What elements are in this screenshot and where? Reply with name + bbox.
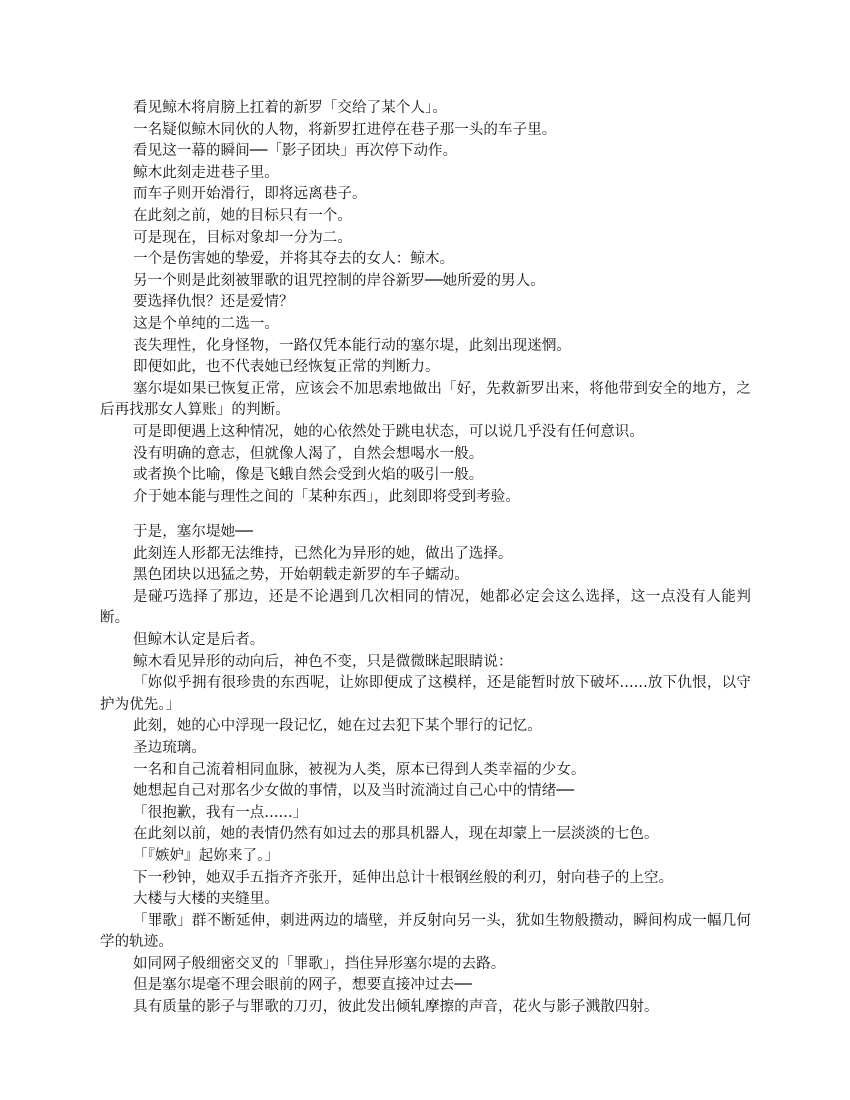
- paragraph: 塞尔堤如果已恢复正常，应该会不加思索地做出「好，先救新罗出来，将他带到安全的地方，之后再找那女人算账」的判断。: [100, 380, 751, 419]
- paragraph: 但是塞尔堤毫不理会眼前的网子，想要直接冲过去──: [133, 977, 472, 994]
- paragraph: 但鲸木认定是后者。: [133, 631, 265, 648]
- paragraph: 介于她本能与理性之间的「某种东西」，此刻即将受到考验。: [133, 488, 520, 505]
- paragraph: 圣边琉璃。: [133, 739, 206, 756]
- paragraph: 要选择仇恨？还是爱情？: [133, 294, 294, 311]
- paragraph: 可是现在，目标对象却一分为二。: [133, 229, 352, 246]
- paragraph: 下一秒钟，她双手五指齐齐张开，延伸出总计十根钢丝般的利刃，射向巷子的上空。: [133, 869, 674, 886]
- text-section-1: [100, 98, 751, 508]
- paragraph: 「『嫉妒』起妳来了。」: [133, 847, 280, 864]
- paragraph: 于是，塞尔堤她──: [133, 524, 253, 540]
- paragraph: 另一个则是此刻被罪歌的诅咒控制的岸谷新罗──她所爱的男人。: [133, 272, 545, 289]
- paragraph: 一名和自己流着相同血脉，被视为人类，原本已得到人类幸福的少女。: [133, 761, 586, 778]
- paragraph: 一名疑似鲸木同伙的人物，将新罗扛进停在巷子那一头的车子里。: [133, 121, 557, 138]
- paragraph: 此刻连人形都无法维持，已然化为异形的她，做出了选择。: [133, 545, 513, 562]
- paragraph: 而车子则开始滑行，即将远离巷子。: [133, 186, 367, 203]
- paragraph: 看见鲸木将肩膀上扛着的新罗「交给了某个人」。: [133, 100, 447, 116]
- paragraph: 在此刻之前，她的目标只有一个。: [133, 207, 352, 224]
- paragraph: 黑色团块以迅猛之势，开始朝载走新罗的车子蠕动。: [133, 567, 469, 584]
- paragraph: 是碰巧选择了那边，还是不论遇到几次相同的情况，她都必定会这么选择，这一点没有人能判断。: [100, 588, 751, 627]
- paragraph: 即便如此，也不代表她已经恢复正常的判断力。: [133, 359, 440, 376]
- paragraph: 如同网子般细密交叉的「罪歌」，挡住异形塞尔堤的去路。: [133, 955, 506, 972]
- paragraph: 大楼与大楼的夹缝里。: [133, 891, 279, 908]
- paragraph: 具有质量的影子与罪歌的刀刃，彼此发出倾轧摩擦的声音，花火与影子溅散四射。: [133, 999, 659, 1016]
- paragraph: 丧失理性，化身怪物，一路仅凭本能行动的塞尔堤，此刻出现迷惘。: [133, 337, 571, 354]
- paragraph: 可是即便遇上这种情况，她的心依然处于跳电状态，可以说几乎没有任何意识。: [133, 423, 644, 440]
- paragraph: 此刻，她的心中浮现一段记忆，她在过去犯下某个罪行的记忆。: [133, 718, 542, 735]
- paragraph: 在此刻以前，她的表情仍然有如过去的那具机器人，现在却蒙上一层淡淡的七色。: [133, 826, 659, 843]
- paragraph: 她想起自己对那名少女做的事情，以及当时流淌过自己心中的情绪──: [133, 783, 575, 800]
- paragraph: 鲸木此刻走进巷子里。: [133, 164, 279, 181]
- paragraph: 「罪歌」群不断延伸，刺进两边的墙壁，并反射向另一头，犹如生物般攒动，瞬间构成一幅几何学的轨迹。: [100, 912, 751, 951]
- paragraph: 「妳似乎拥有很珍贵的东西呢，让妳即便成了这模样，还是能暂时放下破坏......放下仇恨，以守护为优先。」: [100, 675, 751, 713]
- paragraph: 看见这一幕的瞬间──「影子团块」再次停下动作。: [133, 143, 458, 160]
- paragraph: 没有明确的意志，但就像人渴了，自然会想喝水一般。: [133, 445, 484, 462]
- paragraph: 一个是伤害她的挚爱，并将其夺去的女人：鲸木。: [133, 251, 455, 268]
- paragraph: 鲸木看见异形的动向后，神色不变，只是微微眯起眼睛说：: [133, 653, 513, 670]
- paragraph: 或者换个比喻，像是飞蛾自然会受到火焰的吸引一般。: [133, 467, 484, 484]
- text-section-2: [100, 522, 751, 1019]
- paragraph: 这是个单纯的二选一。: [133, 315, 279, 332]
- paragraph: 「很抱歉，我有一点......」: [133, 804, 308, 821]
